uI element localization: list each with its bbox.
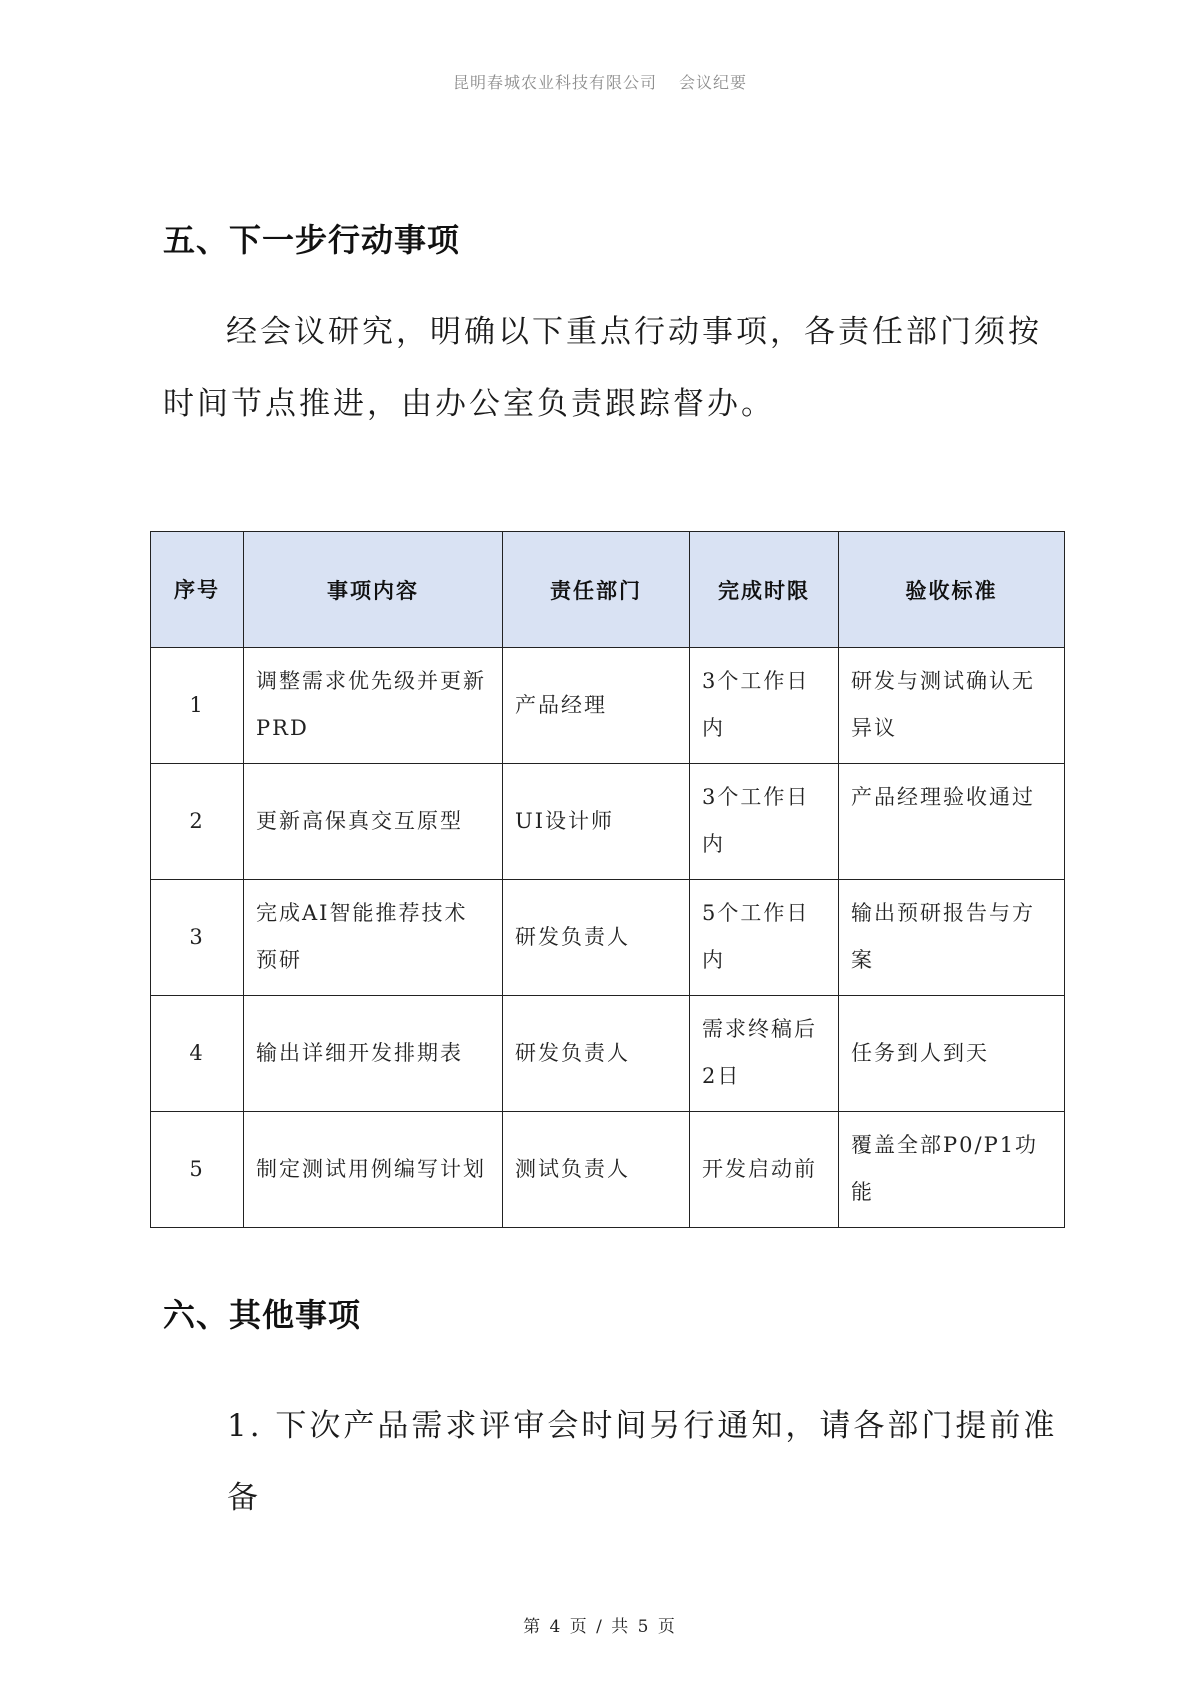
section-title-next-steps: 五、下一步行动事项 bbox=[163, 221, 461, 259]
cell-item: 输出详细开发排期表 bbox=[244, 996, 503, 1112]
cell-dept: 产品经理 bbox=[503, 648, 690, 764]
cell-criteria: 研发与测试确认无异议 bbox=[839, 648, 1065, 764]
cell-dept: UI设计师 bbox=[503, 764, 690, 880]
cell-item: 制定测试用例编写计划 bbox=[244, 1112, 503, 1228]
cell-criteria: 输出预研报告与方案 bbox=[839, 880, 1065, 996]
cell-no: 5 bbox=[151, 1112, 244, 1228]
table-row bbox=[151, 996, 1065, 1112]
cell-deadline: 3个工作日内 bbox=[690, 764, 839, 880]
table-row bbox=[151, 880, 1065, 996]
cell-criteria: 覆盖全部P0/P1功能 bbox=[839, 1112, 1065, 1228]
cell-dept: 研发负责人 bbox=[503, 996, 690, 1112]
section-title-other-matters: 六、其他事项 bbox=[163, 1296, 362, 1334]
cell-deadline: 需求终稿后2日 bbox=[690, 996, 839, 1112]
other-matters-item-1: 1. 下次产品需求评审会时间另行通知，请各部门提前准备 bbox=[227, 1408, 1058, 1516]
cell-criteria: 任务到人到天 bbox=[839, 996, 1065, 1112]
cell-deadline: 5个工作日内 bbox=[690, 880, 839, 996]
column-header-dept: 责任部门 bbox=[503, 532, 690, 648]
page-number: 第 4 页 / 共 5 页 bbox=[523, 1617, 677, 1637]
cell-dept: 研发负责人 bbox=[503, 880, 690, 996]
header-doc-type: 会议纪要 bbox=[679, 73, 748, 92]
cell-criteria: 产品经理验收通过 bbox=[839, 764, 1065, 880]
section-paragraph-next-steps: 经会议研究，明确以下重点行动事项，各责任部门须按时间节点推进，由办公室负责跟踪督办。 bbox=[163, 314, 1042, 422]
table-row bbox=[151, 764, 1065, 880]
cell-item: 完成AI智能推荐技术预研 bbox=[244, 880, 503, 996]
table-row bbox=[151, 1112, 1065, 1228]
table-header-row bbox=[151, 532, 1065, 648]
cell-item: 更新高保真交互原型 bbox=[244, 764, 503, 880]
table-row bbox=[151, 648, 1065, 764]
column-header-criteria: 验收标准 bbox=[839, 532, 1065, 648]
cell-dept: 测试负责人 bbox=[503, 1112, 690, 1228]
column-header-no: 序号 bbox=[151, 532, 244, 648]
action-items-table bbox=[150, 531, 1065, 1228]
cell-no: 1 bbox=[151, 648, 244, 764]
page-header bbox=[0, 70, 1200, 93]
cell-no: 4 bbox=[151, 996, 244, 1112]
column-header-item: 事项内容 bbox=[244, 532, 503, 648]
column-header-deadline: 完成时限 bbox=[690, 532, 839, 648]
cell-no: 2 bbox=[151, 764, 244, 880]
cell-deadline: 开发启动前 bbox=[690, 1112, 839, 1228]
cell-deadline: 3个工作日内 bbox=[690, 648, 839, 764]
cell-no: 3 bbox=[151, 880, 244, 996]
cell-item: 调整需求优先级并更新PRD bbox=[244, 648, 503, 764]
header-company: 昆明春城农业科技有限公司 bbox=[452, 73, 657, 92]
